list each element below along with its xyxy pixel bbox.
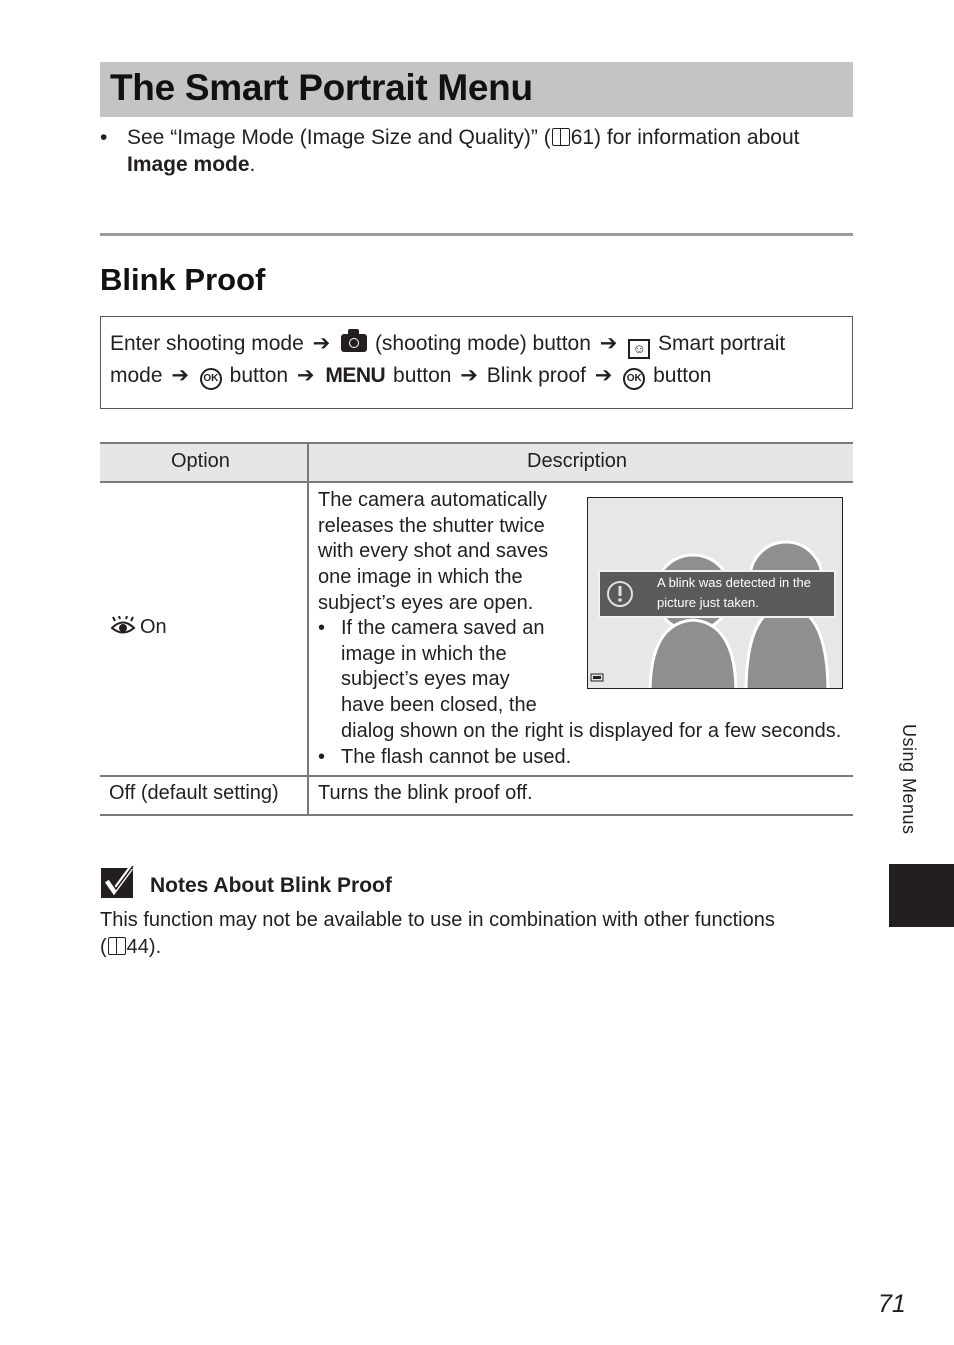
notes-line: This function may not be available to use in combination with other functions bbox=[100, 909, 775, 931]
page-number: 71 bbox=[878, 1290, 906, 1318]
nav-text: button bbox=[653, 364, 712, 387]
table-header-rule bbox=[100, 481, 853, 483]
arrow-right-icon: ➔ bbox=[460, 364, 478, 387]
table-row-rule bbox=[100, 775, 853, 777]
nav-text: mode bbox=[110, 364, 163, 387]
description-line: with every shot and saves bbox=[318, 540, 549, 563]
dialog-line: A blink was detected in the bbox=[657, 575, 811, 590]
bullet-line: subject’s eyes may bbox=[341, 668, 510, 691]
intro-text bbox=[127, 124, 860, 178]
bullet-line: The flash cannot be used. bbox=[341, 745, 572, 768]
side-tab-label: Using Menus bbox=[899, 724, 919, 835]
on-description bbox=[318, 488, 558, 617]
blink-proof-eye-icon bbox=[110, 616, 136, 636]
bullet-line: dialog shown on the right is displayed for a few seconds. bbox=[341, 719, 842, 742]
section-title: Blink Proof bbox=[100, 262, 266, 297]
menu-button-icon: MENU bbox=[325, 364, 386, 387]
table-row-on-option bbox=[110, 616, 167, 639]
bullet-line: If the camera saved an bbox=[341, 617, 545, 639]
ok-button-icon: OK bbox=[200, 368, 222, 390]
description-line: releases the shutter twice bbox=[318, 514, 545, 537]
camera-icon bbox=[341, 334, 367, 352]
nav-text: button bbox=[229, 364, 289, 387]
check-mark-icon bbox=[101, 866, 135, 905]
table-header-option: Option bbox=[171, 450, 230, 472]
description-line: subject’s eyes are open. bbox=[318, 591, 534, 614]
navigation-line-2 bbox=[110, 363, 711, 390]
notes-title: Notes About Blink Proof bbox=[150, 874, 392, 897]
manual-page-icon bbox=[108, 937, 126, 955]
intro-bullet bbox=[100, 124, 860, 178]
nav-text: button bbox=[393, 364, 452, 387]
intro-page-ref[interactable]: 61 bbox=[570, 126, 595, 149]
side-tab-marker bbox=[889, 864, 954, 927]
bullet-line: have been closed, the bbox=[341, 694, 537, 717]
bullet-line: image in which the bbox=[341, 642, 507, 665]
intro-period: . bbox=[249, 153, 256, 176]
title-bar bbox=[100, 62, 853, 117]
bullet-marker: • bbox=[318, 745, 326, 768]
arrow-right-icon: ➔ bbox=[599, 332, 618, 355]
camera-screen-illustration bbox=[587, 497, 843, 689]
section-divider bbox=[100, 233, 853, 236]
table-header-description: Description bbox=[527, 450, 628, 472]
option-on-label: On bbox=[140, 616, 167, 638]
table-bottom-rule bbox=[100, 814, 853, 816]
manual-page-icon bbox=[552, 128, 570, 146]
page-title: The Smart Portrait Menu bbox=[110, 67, 533, 108]
notes-text: ). bbox=[148, 936, 162, 958]
blink-dialog-message bbox=[657, 573, 832, 613]
intro-bold-term: Image mode bbox=[127, 153, 250, 176]
intro-text-after: ) for information about bbox=[594, 126, 800, 149]
bullet-marker: • bbox=[318, 617, 326, 639]
description-line: one image in which the bbox=[318, 566, 523, 589]
bullet-marker: • bbox=[100, 126, 108, 149]
notes-body bbox=[100, 907, 860, 961]
nav-text: Blink proof bbox=[486, 364, 586, 387]
notes-page-ref[interactable]: 44 bbox=[126, 936, 149, 958]
navigation-line-1 bbox=[110, 331, 785, 359]
arrow-right-icon: ➔ bbox=[594, 364, 613, 387]
table-row-off-option: Off (default setting) bbox=[109, 782, 279, 804]
list-item bbox=[318, 745, 853, 771]
nav-text: Enter shooting mode bbox=[110, 332, 304, 355]
arrow-right-icon: ➔ bbox=[296, 364, 315, 387]
notes-line-2 bbox=[100, 934, 860, 961]
arrow-right-icon: ➔ bbox=[312, 332, 331, 355]
description-line: The camera automatically bbox=[318, 489, 547, 511]
arrow-right-icon: ➔ bbox=[171, 364, 189, 387]
navigation-path-box bbox=[100, 316, 853, 409]
intro-text-before: See “Image Mode (Image Size and Quality)” ( bbox=[127, 126, 551, 149]
off-description: Turns the blink proof off. bbox=[318, 782, 533, 804]
notes-text: ( bbox=[100, 936, 107, 958]
dialog-line: picture just taken. bbox=[657, 595, 759, 610]
nav-text: Smart portrait bbox=[658, 332, 786, 355]
ok-button-icon: OK bbox=[623, 368, 645, 390]
nav-text: (shooting mode) button bbox=[374, 332, 591, 355]
table-column-separator bbox=[307, 444, 309, 816]
smart-portrait-face-icon: ☺ bbox=[628, 339, 650, 359]
